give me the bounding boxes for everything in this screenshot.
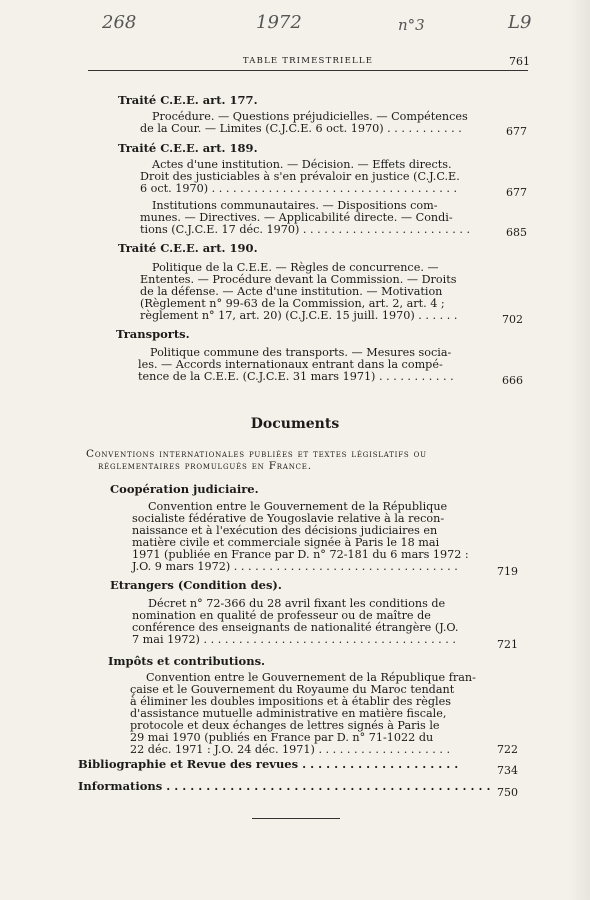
section-heading: Coopération judiciaire. — [110, 482, 259, 496]
handwritten-code: L9 — [508, 12, 532, 33]
section-heading: Impôts et contributions. — [108, 654, 266, 668]
entry-text: Politique commune des transports. — Mesures socia- les. — Accords internationaux entrant dans la compé- tence de la C.E.E. (C.J.C.E. 31 mars 1971) . . . . . . . . . . . — [138, 346, 454, 383]
page-ref: 666 — [502, 374, 523, 387]
entry-text: Institutions communautaires. — Dispositions com- munes. — Directives. — Applicabilité directe. — Condi- tions (C.J.C.E. 17 déc. 1970) . . . . . . . . . . . . . . . . . . . . . . . . — [140, 199, 471, 236]
handwritten-volume: 268 — [102, 12, 137, 33]
page-ref: 685 — [506, 226, 527, 239]
page-ref: 750 — [497, 786, 518, 799]
entry-text: Actes d'une institution. — Décision. — Effets directs. Droit des justiciables à s'en prévaloir en justice (C.J.C.E. 6 oct. 1970) . . . . . . . . . . . . . . . . . . . . . . . . . . . . . . . . . . . — [140, 158, 460, 195]
page-ref: 721 — [497, 638, 518, 651]
section-text: Convention entre le Gouvernement de la République socialiste fédérative de Yougoslavie relative à la recon- naissance et à l'exécution des décisions judiciaires en matière civile et commerciale signée à Paris le 18 mai 1971 (publiée en France par D. n° 72-181 du 6 mars 1972 : J.O. 9 mars 1972) . . . . . . . . . . . . . . . . . . . . . . . . . . . . . . . . — [132, 500, 469, 573]
page-ref: 734 — [497, 764, 518, 777]
informations-entry: Informations . . . . . . . . . . . . . . . . . . . . . . . . . . . . . . . . . . . . . . . . . — [78, 779, 491, 793]
bibliography-entry: Bibliographie et Revue des revues . . . . . . . . . . . . . . . . . . . . — [78, 757, 459, 771]
page-ref: 702 — [502, 313, 523, 326]
running-header — [88, 56, 528, 71]
page-ref: 677 — [506, 125, 527, 138]
entry-heading: Traité C.E.E. art. 190. — [118, 241, 258, 255]
page-ref: 677 — [506, 186, 527, 199]
section-text: Convention entre le Gouvernement de la République fran- çaise et le Gouvernement du Royaume du Maroc tendant à éliminer les doubles impositions et à établir des règles d'assistance mutuelle administrative en matière fiscale, protocole et deux échanges de lettres signés à Paris le 29 mai 1970 (publiés en France par D. n° 71-1022 du 22 déc. 1971 : J.O. 24 déc. 1971) . . . . . . . . . . . . . . . . . . . — [130, 671, 476, 756]
entry-heading: Traité C.E.E. art. 189. — [118, 141, 258, 155]
documents-intro: Conventions internationales publiées et textes législatifs ou réglementaires promulgués en France. — [86, 448, 427, 472]
entry-heading: Traité C.E.E. art. 177. — [118, 93, 258, 107]
entry-heading: Transports. — [116, 327, 190, 341]
entry-text: Politique de la C.E.E. — Règles de concurrence. — Ententes. — Procédure devant la Commission. — Droits de la défense. — Acte d'une institution. — Motivation (Règlement n° 99-63 de la Commission, art. 2, art. 4 ; règlement n° 17, art. 20) (C.J.C.E. 15 juill. 1970) . . . . . . — [140, 261, 458, 322]
page-ref: 722 — [497, 743, 518, 756]
page-edge-shadow — [568, 0, 590, 900]
closing-rule — [252, 818, 340, 819]
entry-text: Procédure. — Questions préjudicielles. — Compétences de la Cour. — Limites (C.J.C.E. 6 oct. 1970) . . . . . . . . . . . — [140, 110, 468, 135]
header-title: TABLE TRIMESTRIELLE — [242, 56, 374, 66]
section-heading: Etrangers (Condition des). — [110, 578, 282, 592]
handwritten-year: 1972 — [256, 12, 302, 33]
handwritten-number: n°3 — [398, 16, 425, 34]
page-ref: 719 — [497, 565, 518, 578]
section-title: Documents — [250, 416, 340, 432]
section-text: Décret n° 72-366 du 28 avril fixant les conditions de nomination en qualité de professeur ou de maître de conférence des enseignants de nationalité étrangère (J.O. 7 mai 1972) . . . . . . . . . . . . . . . . . . . . . . . . . . . . . . . . . . . . — [132, 597, 459, 646]
header-page-number: 761 — [509, 55, 530, 68]
